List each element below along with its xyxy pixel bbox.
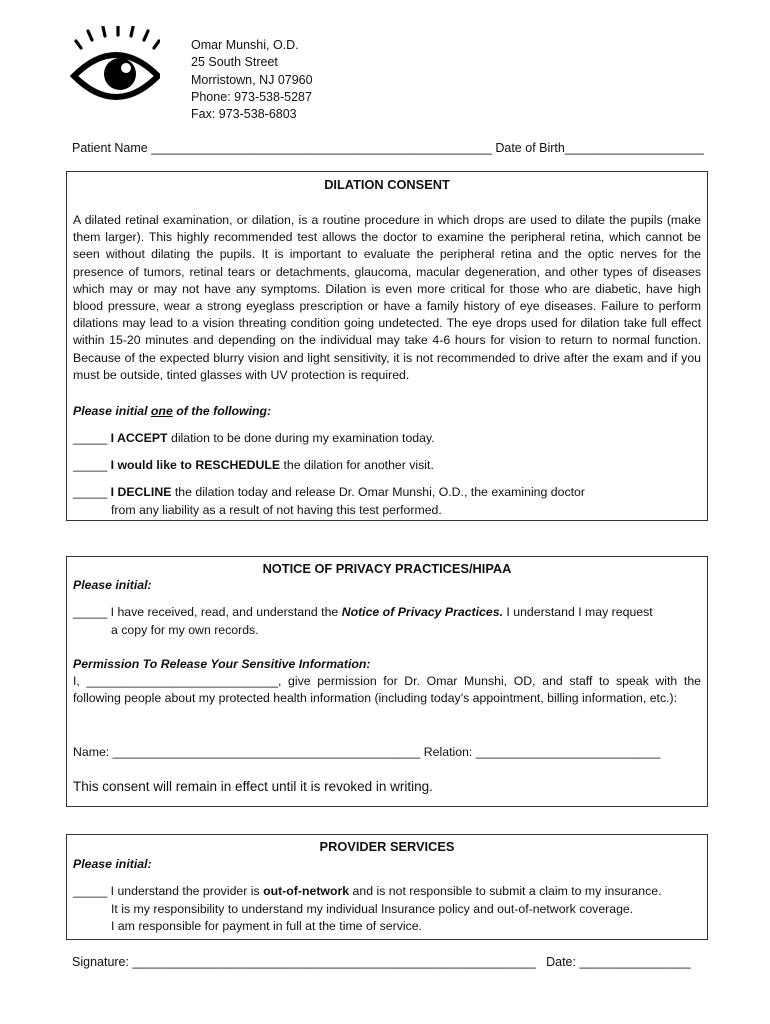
eye-icon (68, 26, 160, 108)
permission-body: I, ____________________________, give permission for Dr. Omar Munshi, OD, and staff to speak with the following people about my protected health information (including today’s appointment, billing information, etc.): (73, 674, 701, 706)
practice-address (191, 37, 313, 123)
dilation-title: DILATION CONSENT (324, 177, 450, 192)
date-field[interactable]: ________________ (579, 955, 691, 969)
dilation-description: A dilated retinal examination, or dilation, is a routine procedure in which drops are used to dilate the pupils (make them larger). This highly recommended test allows the doctor to examine the peripheral retina, which cannot be seen without dilating the pupils. It is important to evaluate the peripheral retina and the optic nerves for the presence of tumors, retinal tears or detachments, glaucoma, macular degeneration, and other types of diseases which may or may not have any symptoms. Dilation is even more critical for those who are diabetic, have high blood pressure, wear a strong eyeglass prescription or have a family history of eye diseases. Failure to perform dilations may lead to a vision threating condition going undetected. The eye drops used for dilation take full effect within 15-20 minutes and depending on the individual may take 4-6 hours for vision to return to normal function. Because of the expected blurry vision and light sensitivity, it is not recommended to drive after the exam and if you must be outside, tinted glasses with UV protection is required. (73, 213, 701, 382)
patient-name-label: Patient Name (72, 141, 148, 155)
decline-initial-field[interactable]: _____ (73, 485, 108, 499)
signature-label: Signature: (72, 955, 133, 969)
phone-number: Phone: 973-538-5287 (191, 89, 312, 104)
provider-title: PROVIDER SERVICES (319, 839, 455, 854)
dilation-consent-section (66, 171, 708, 521)
permission-heading: Permission To Release Your Sensitive Information: (73, 657, 371, 671)
street-address: 25 South Street (191, 55, 278, 70)
patient-info-line (72, 141, 704, 155)
date-label: Date: (535, 955, 580, 969)
fax-number: Fax: 973-538-6803 (191, 107, 297, 122)
dob-label: Date of Birth (495, 141, 565, 155)
signature-line (72, 955, 691, 969)
city-state-zip: Morristown, NJ 07960 (191, 72, 313, 87)
dob-field[interactable]: ____________________ (564, 141, 704, 155)
name-relation-line[interactable]: Name: _____________________________________________ Relation: ___________________________ (73, 745, 661, 759)
option-reschedule: _____ I would like to RESCHEDULE the dilation for another visit. (73, 458, 434, 472)
privacy-received: _____ I have received, read, and understand the Notice of Privacy Practices. I understand I may request a copy for my own records. (73, 605, 653, 637)
consent-note: This consent will remain in effect until it is revoked in writing. (73, 779, 433, 794)
provider-acknowledgement: _____ I understand the provider is out-of-network and is not responsible to submit a claim to my insurance. It is my responsibility to understand my individual Insurance policy and out-of-network coverage. I am responsible for payment in full at the time of service. (73, 884, 662, 933)
reschedule-initial-field[interactable]: _____ (73, 458, 108, 472)
privacy-please-initial: Please initial: (73, 578, 152, 592)
privacy-section (66, 556, 708, 807)
provider-please-initial: Please initial: (73, 857, 152, 871)
provider-initial-field[interactable]: _____ (73, 884, 108, 898)
option-decline: _____ I DECLINE the dilation today and release Dr. Omar Munshi, O.D., the examining doctor from any liability as a result of not having this test performed. (73, 485, 585, 517)
doctor-name: Omar Munshi, O.D. (191, 38, 299, 52)
patient-name-field[interactable]: _________________________________________________ (151, 141, 492, 155)
signature-field[interactable]: __________________________________________________________ (132, 955, 536, 969)
privacy-title: NOTICE OF PRIVACY PRACTICES/HIPAA (262, 561, 512, 576)
accept-initial-field[interactable]: _____ (73, 431, 108, 445)
dilation-instruction: Please initial one of the following: (73, 404, 272, 418)
option-accept: _____ I ACCEPT dilation to be done during my examination today. (73, 431, 435, 445)
provider-services-section (66, 834, 708, 940)
privacy-initial-field[interactable]: _____ (73, 605, 108, 619)
